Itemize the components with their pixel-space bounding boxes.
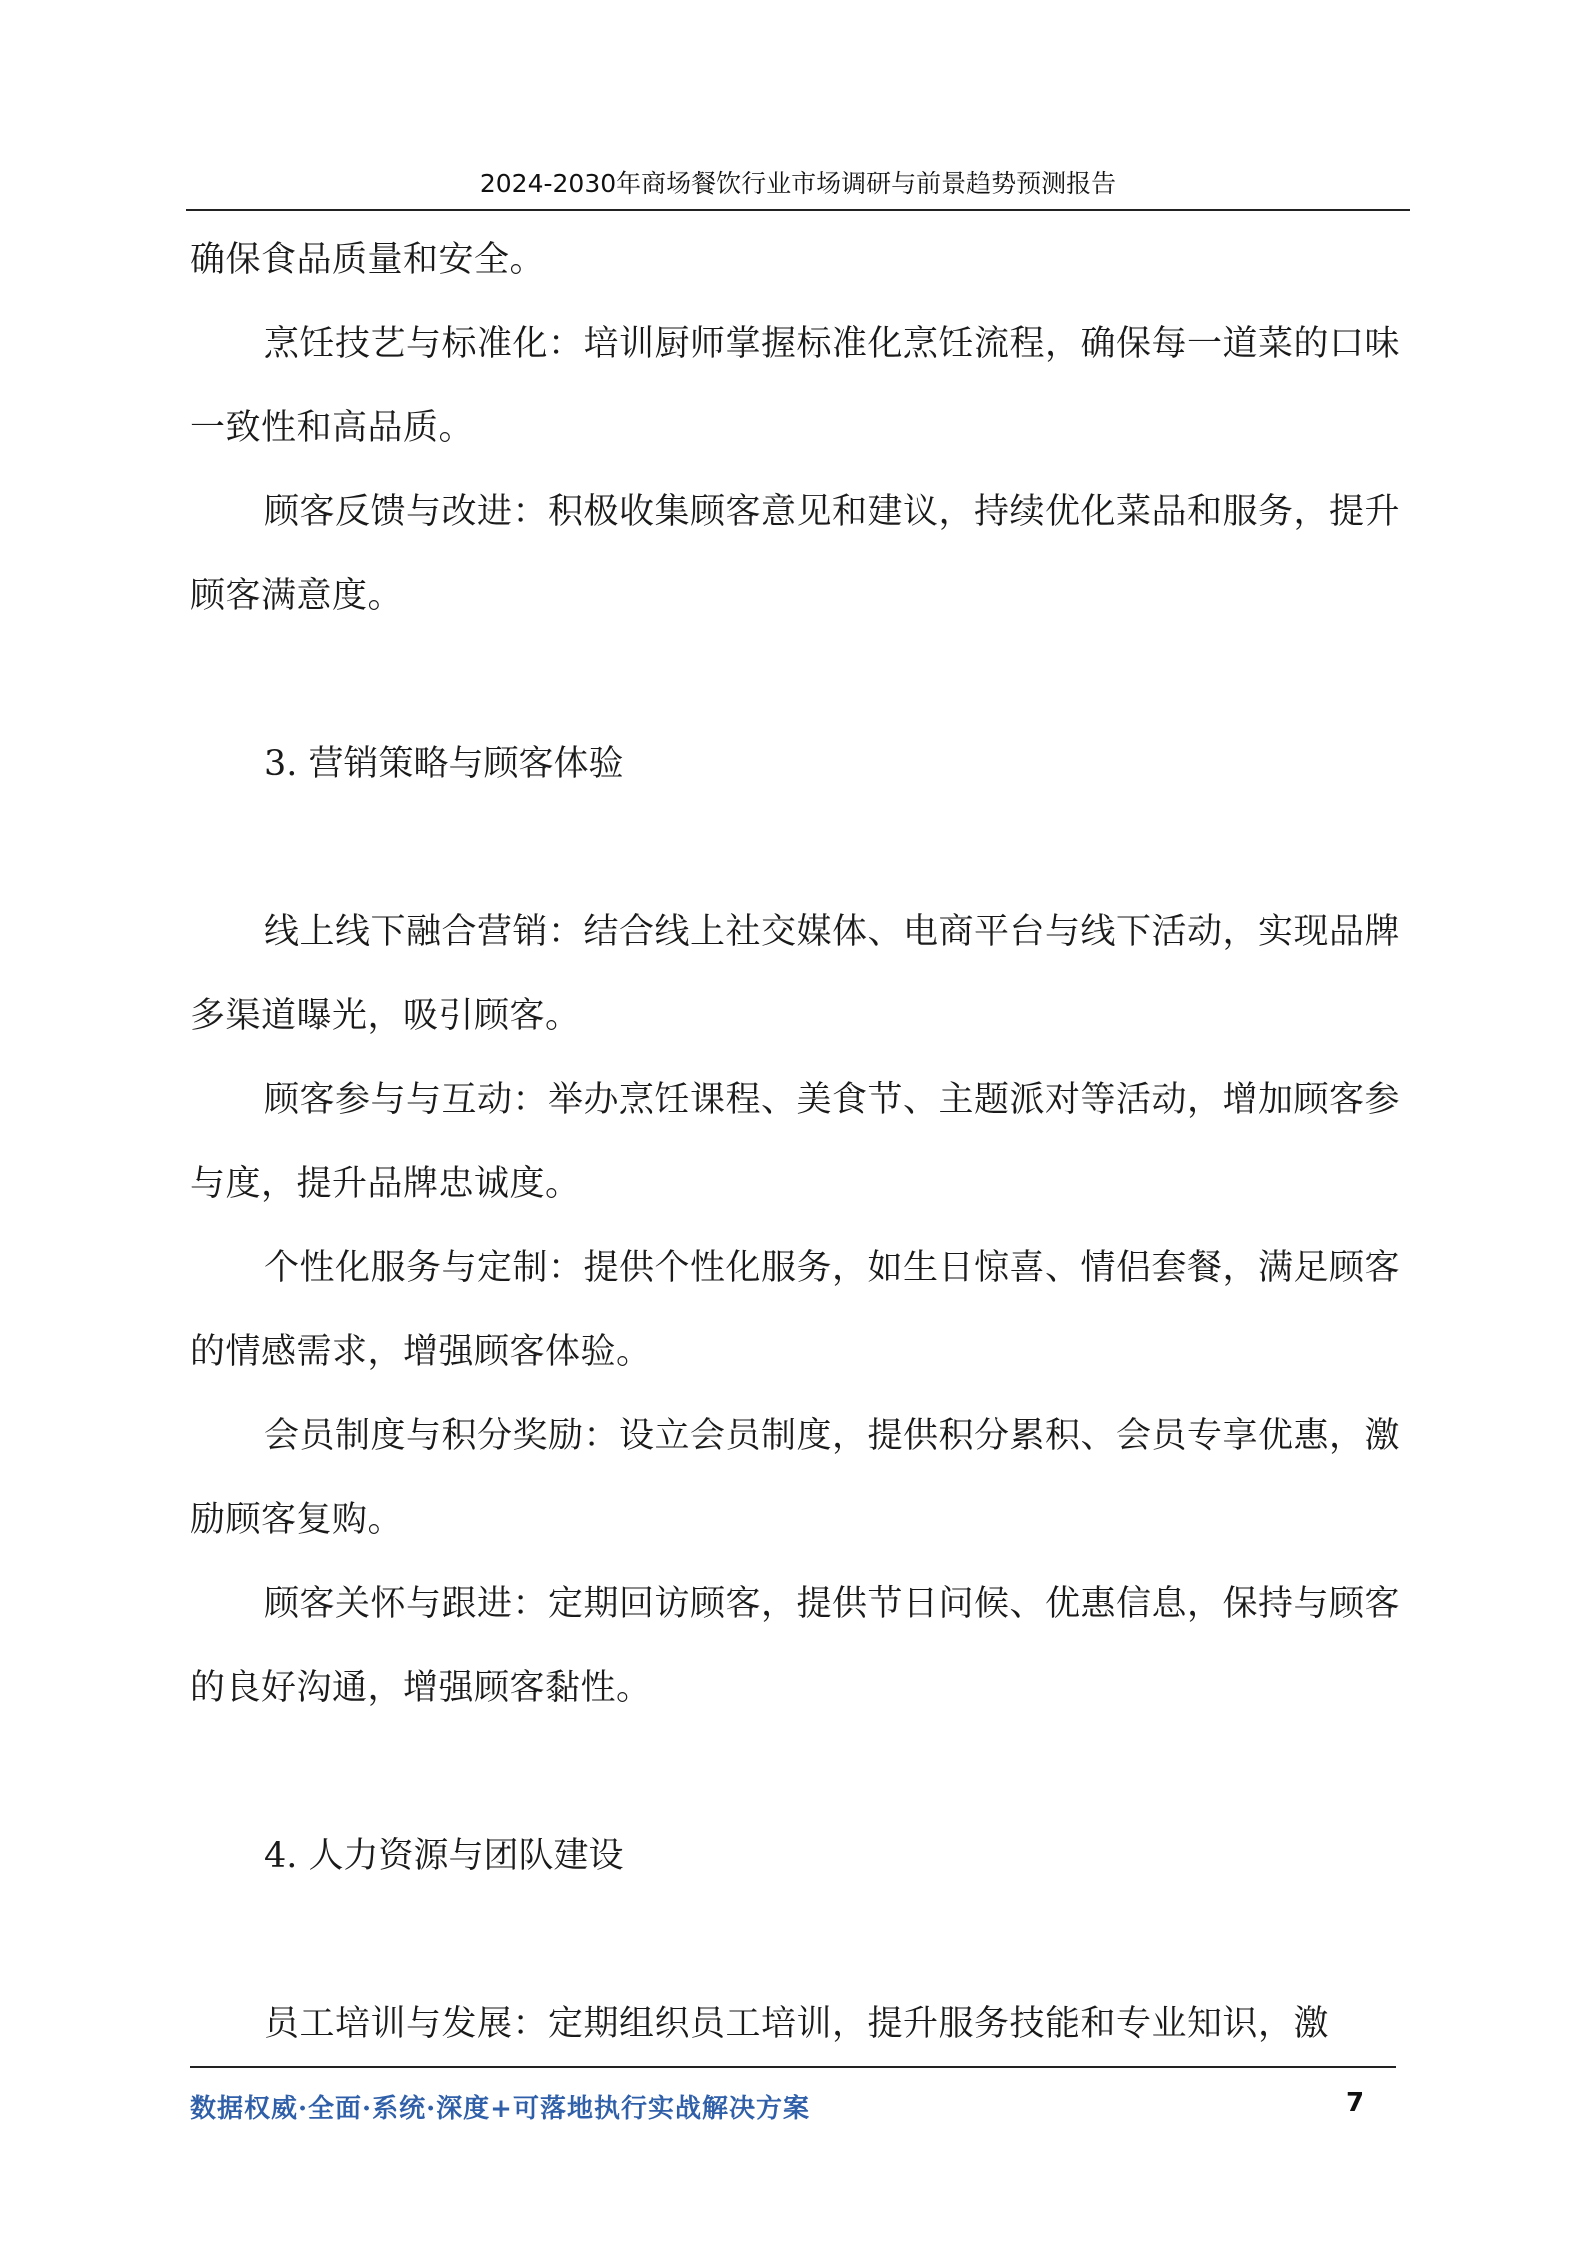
paragraph-membership-rewards: 会员制度与积分奖励：设立会员制度，提供积分累积、会员专享优惠，激励顾客复购。 xyxy=(190,1416,1401,1540)
paragraph-staff-training: 员工培训与发展：定期组织员工培训，提升服务技能和专业知识，激 xyxy=(264,2004,1330,2044)
paragraph-cooking-standardization: 烹饪技艺与标准化：培训厨师掌握标准化烹饪流程，确保每一道菜的口味一致性和高品质。 xyxy=(190,324,1401,448)
paragraph-customer-engagement: 顾客参与与互动：举办烹饪课程、美食节、主题派对等活动，增加顾客参与度，提升品牌忠诚度。 xyxy=(190,1080,1401,1204)
paragraph-personalized-service: 个性化服务与定制：提供个性化服务，如生日惊喜、情侣套餐，满足顾客的情感需求，增强顾客体验。 xyxy=(190,1248,1401,1372)
section-spacer xyxy=(190,638,1400,722)
paragraph-omnichannel-marketing: 线上线下融合营销：结合线上社交媒体、电商平台与线下活动，实现品牌多渠道曝光，吸引顾客。 xyxy=(190,912,1401,1036)
footer-slogan: 数据权威·全面·系统·深度+可落地执行实战解决方案 xyxy=(190,2094,810,2124)
section-spacer xyxy=(190,806,1400,890)
section-spacer xyxy=(190,1898,1400,1982)
document-body xyxy=(190,218,1400,2066)
paragraph-customer-care: 顾客关怀与跟进：定期回访顾客，提供节日问候、优惠信息，保持与顾客的良好沟通，增强顾客黏性。 xyxy=(190,1584,1401,1708)
section-spacer xyxy=(190,1730,1400,1814)
paragraph-food-safety-continued: 确保食品质量和安全。 xyxy=(190,240,546,280)
page-number: 7 xyxy=(1345,2088,1365,2118)
section-heading-marketing: 3. 营销策略与顾客体验 xyxy=(264,744,624,784)
page-header-title: 2024-2030年商场餐饮行业市场调研与前景趋势预测报告 xyxy=(479,169,1117,198)
footer-divider xyxy=(190,2066,1396,2068)
header-divider xyxy=(186,209,1410,211)
paragraph-customer-feedback: 顾客反馈与改进：积极收集顾客意见和建议，持续优化菜品和服务，提升顾客满意度。 xyxy=(190,492,1401,616)
section-heading-hr: 4. 人力资源与团队建设 xyxy=(264,1836,624,1876)
